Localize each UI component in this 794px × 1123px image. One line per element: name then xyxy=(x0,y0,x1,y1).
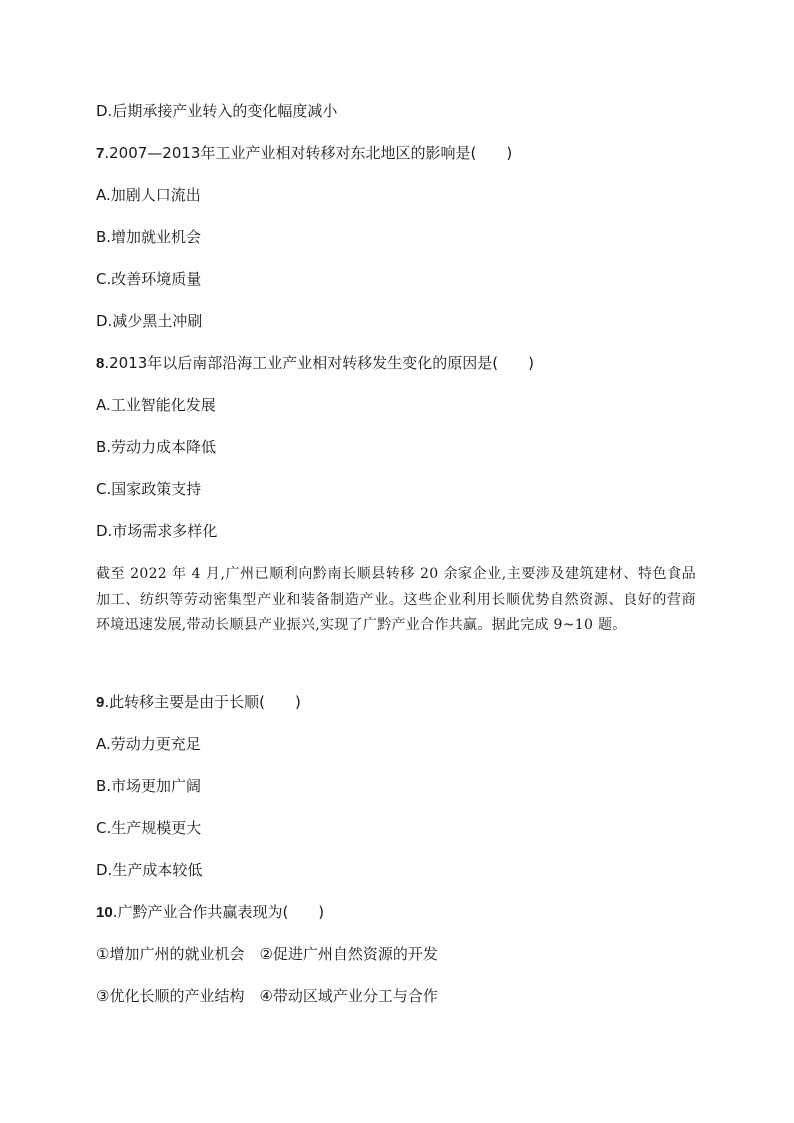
question-8-number: 8 xyxy=(96,355,105,372)
question-7-option-b: B.增加就业机会 xyxy=(96,228,202,246)
question-9-text: .此转移主要是由于长顺( ) xyxy=(104,693,301,711)
question-7-stem xyxy=(96,143,512,164)
reading-passage: 截至 2022 年 4 月,广州已顺利向黔南长顺县转移 20 余家企业,主要涉及建筑建材、特色食品加工、纺织等劳动密集型产业和装备制造产业。这些企业利用长顺优势自然资源、良好的营商环境迅速发展,带动长顺县产业振兴,实现了广黔产业合作共赢。据此完成 9~10 题。 xyxy=(96,566,696,633)
question-10-statements-3-4: ③优化长顺的产业结构 ④带动区域产业分工与合作 xyxy=(96,987,438,1005)
question-7-number: 7 xyxy=(96,145,105,162)
question-8-option-b: B.劳动力成本降低 xyxy=(96,438,217,456)
question-10-number: 10 xyxy=(96,904,113,921)
question-8-stem xyxy=(96,353,534,374)
previous-question-option-d: D.后期承接产业转入的变化幅度减小 xyxy=(96,102,338,120)
question-8-option-a: A.工业智能化发展 xyxy=(96,396,216,414)
question-7-option-c: C.改善环境质量 xyxy=(96,270,202,288)
question-7-text: .2007—2013年工业产业相对转移对东北地区的影响是( ) xyxy=(104,144,513,162)
question-10-stem xyxy=(96,902,324,923)
question-10-statements-1-2: ①增加广州的就业机会 ②促进广州自然资源的开发 xyxy=(96,945,438,963)
question-9-option-c: C.生产规模更大 xyxy=(96,819,202,837)
question-9-option-d: D.生产成本较低 xyxy=(96,861,203,879)
question-9-option-a: A.劳动力更充足 xyxy=(96,735,201,753)
question-9-option-b: B.市场更加广阔 xyxy=(96,777,202,795)
question-7-option-d: D.减少黑土冲刷 xyxy=(96,312,203,330)
question-8-option-c: C.国家政策支持 xyxy=(96,480,202,498)
question-9-number: 9 xyxy=(96,694,105,711)
question-8-text: .2013年以后南部沿海工业产业相对转移发生变化的原因是( ) xyxy=(104,354,534,372)
question-9-stem xyxy=(96,692,301,713)
question-8-option-d: D.市场需求多样化 xyxy=(96,522,218,540)
question-7-option-a: A.加剧人口流出 xyxy=(96,186,201,204)
question-10-text: .广黔产业合作共赢表现为( ) xyxy=(112,903,325,921)
